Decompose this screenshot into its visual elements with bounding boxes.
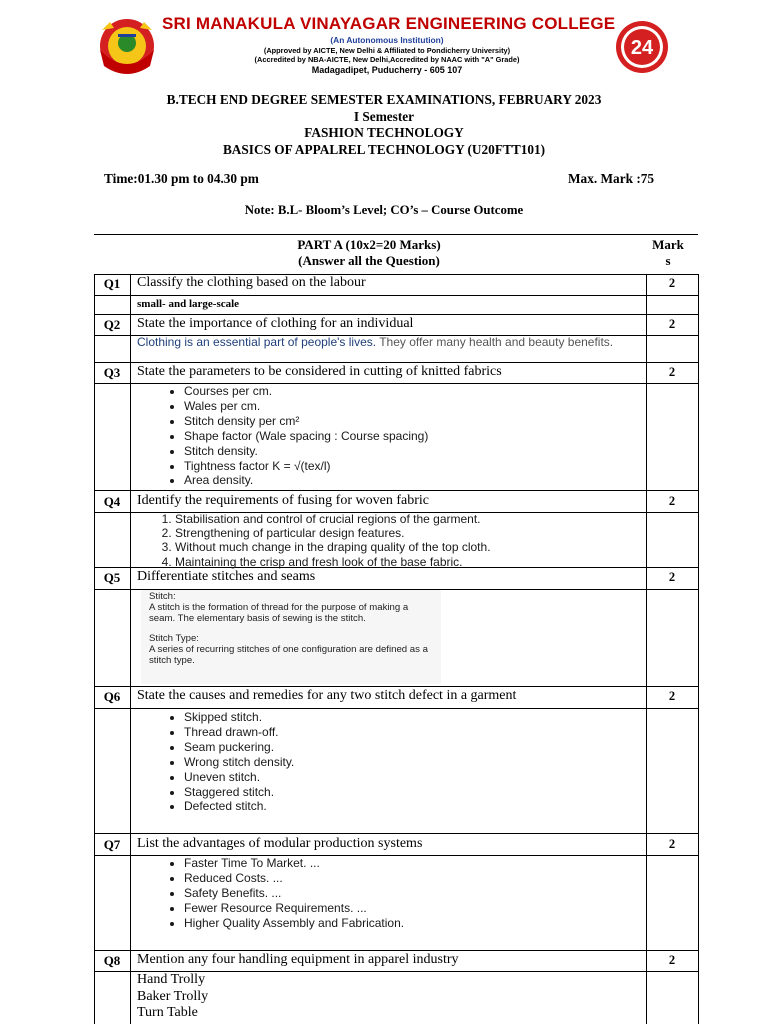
answer-list xyxy=(160,710,294,814)
question-mark: 2 xyxy=(668,365,676,379)
list-item: • Stitch density per cm² xyxy=(184,414,428,429)
question-number: Q2 xyxy=(103,317,121,332)
table-border-left xyxy=(94,274,95,1024)
college-name: SRI MANAKULA VINAYAGAR ENGINEERING COLLEGE xyxy=(162,14,616,33)
question-text: Identify the requirements of fusing for woven fabric xyxy=(137,493,429,508)
semester: I Semester xyxy=(353,108,415,124)
stitch-type-heading: Stitch Type: xyxy=(149,633,199,645)
answer-sentence: Clothing is an essential part of people's lives. xyxy=(137,335,377,349)
row-line xyxy=(94,314,699,315)
question-mark: 2 xyxy=(668,837,676,851)
question-text: Differentiate stitches and seams xyxy=(137,569,316,584)
list-item: • Uneven stitch. xyxy=(184,770,294,785)
exam-titles xyxy=(0,92,768,158)
part-a-title xyxy=(294,237,444,269)
question-text: State the importance of clothing for an individual xyxy=(137,316,414,331)
list-item: • Wales per cm. xyxy=(184,399,428,414)
list-item: 4. Maintaining the crisp and fresh look of the base fabric. xyxy=(175,555,491,569)
autonomous-line: (An Autonomous Institution) xyxy=(330,35,444,45)
list-item: • Safety Benefits. ... xyxy=(184,886,404,901)
stitch-definition-image xyxy=(141,590,441,684)
college-header xyxy=(92,14,672,80)
question-text: State the causes and remedies for any two stitch defect in a garment xyxy=(137,688,517,703)
answer-list xyxy=(160,512,491,569)
exam-time: Time:01.30 pm to 04.30 pm xyxy=(104,171,259,186)
question-number: Q8 xyxy=(103,953,121,968)
answer-text: small- and large-scale xyxy=(137,298,240,310)
table-border-right xyxy=(698,274,699,1024)
row-line xyxy=(94,362,699,363)
exam-title: B.TECH END DEGREE SEMESTER EXAMINATIONS, FEBRUARY 2023 xyxy=(166,92,602,107)
row-line xyxy=(94,295,699,296)
course-name: BASICS OF APPALREL TECHNOLOGY (U20FTT101) xyxy=(222,141,546,157)
list-item: Baker Trolly xyxy=(137,988,209,1004)
approval-line: (Approved by AICTE, New Delhi & Affiliated to Pondicherry University) xyxy=(263,46,511,55)
marks-header-line2: s xyxy=(665,253,671,268)
list-item: • Defected stitch. xyxy=(184,799,294,814)
question-mark: 2 xyxy=(668,953,676,967)
answer-list xyxy=(160,856,404,931)
department: FASHION TECHNOLOGY xyxy=(304,125,464,140)
stitch-definition: A stitch is the formation of thread for the purpose of making a seam. The elementary basis of sewing is the stitch. xyxy=(149,601,409,624)
marks-column-header xyxy=(640,237,696,269)
question-mark: 2 xyxy=(668,494,676,508)
list-item: Hand Trolly xyxy=(137,972,206,987)
question-text: Classify the clothing based on the labour xyxy=(137,275,366,290)
part-title: PART A (10x2=20 Marks) xyxy=(297,237,441,252)
list-item: • Staggered stitch. xyxy=(184,785,294,800)
note: Note: B.L- Bloom’s Level; CO’s – Course Outcome xyxy=(244,203,524,217)
address-line: Madagadipet, Puducherry - 605 107 xyxy=(311,65,463,75)
list-item: • Reduced Costs. ... xyxy=(184,871,404,886)
answer-list xyxy=(137,972,208,1022)
question-text: State the parameters to be considered in cutting of knitted fabrics xyxy=(137,364,502,379)
answer-text xyxy=(137,335,627,349)
anniversary-badge-icon xyxy=(612,18,672,76)
answer-sentence: They offer many health and beauty benefits. xyxy=(376,335,614,349)
question-mark: 2 xyxy=(668,689,676,703)
list-item: • Area density. xyxy=(184,473,428,488)
question-mark: 2 xyxy=(668,276,676,290)
list-item: • Wrong stitch density. xyxy=(184,755,294,770)
list-item: • Shape factor (Wale spacing : Course spacing) xyxy=(184,429,428,444)
list-item: 3. Without much change in the draping quality of the top cloth. xyxy=(175,540,491,554)
question-mark: 2 xyxy=(668,570,676,584)
question-number: Q4 xyxy=(103,494,121,509)
question-number: Q6 xyxy=(103,689,121,704)
row-line xyxy=(94,950,699,951)
answer-list xyxy=(160,384,428,488)
list-item: • Skipped stitch. xyxy=(184,710,294,725)
list-item: • Seam puckering. xyxy=(184,740,294,755)
accreditation-line: (Accredited by NBA-AICTE, New Delhi,Accredited by NAAC with "A" Grade) xyxy=(254,55,520,64)
row-line xyxy=(94,833,699,834)
question-text: List the advantages of modular production systems xyxy=(137,836,423,851)
question-mark: 2 xyxy=(668,317,676,331)
list-item: • Stitch density. xyxy=(184,444,428,459)
list-item: • Tightness factor K = √(tex/l) xyxy=(184,459,428,474)
list-item: 2. Strengthening of particular design features. xyxy=(175,526,491,540)
question-number: Q7 xyxy=(103,837,121,852)
question-number: Q3 xyxy=(103,365,121,380)
list-item: • Courses per cm. xyxy=(184,384,428,399)
max-mark: Max. Mark :75 xyxy=(568,171,655,186)
question-number: Q1 xyxy=(103,276,121,291)
table-divider-qno xyxy=(130,274,131,1024)
part-a-header xyxy=(94,234,698,275)
list-item: 1. Stabilisation and control of crucial regions of the garment. xyxy=(175,512,491,526)
part-subtitle: (Answer all the Question) xyxy=(298,253,440,268)
row-line xyxy=(94,708,699,709)
row-line xyxy=(94,490,699,491)
question-number: Q5 xyxy=(103,570,121,585)
list-item: • Higher Quality Assembly and Fabrication. xyxy=(184,916,404,931)
marks-header-line1: Mark xyxy=(652,237,684,252)
badge-number: 24 xyxy=(630,37,654,59)
list-item: • Thread drawn-off. xyxy=(184,725,294,740)
stitch-heading: Stitch: xyxy=(149,591,176,602)
table-divider-mark xyxy=(646,274,647,1024)
list-item: • Faster Time To Market. ... xyxy=(184,856,404,871)
list-item: • Fewer Resource Requirements. ... xyxy=(184,901,404,916)
question-text: Mention any four handling equipment in apparel industry xyxy=(137,952,459,967)
stitch-type-definition: A series of recurring stitches of one configuration are defined as a stitch type. xyxy=(149,644,428,666)
college-emblem-icon xyxy=(92,16,162,78)
list-item: Turn Table xyxy=(137,1005,198,1021)
row-line xyxy=(94,686,699,687)
